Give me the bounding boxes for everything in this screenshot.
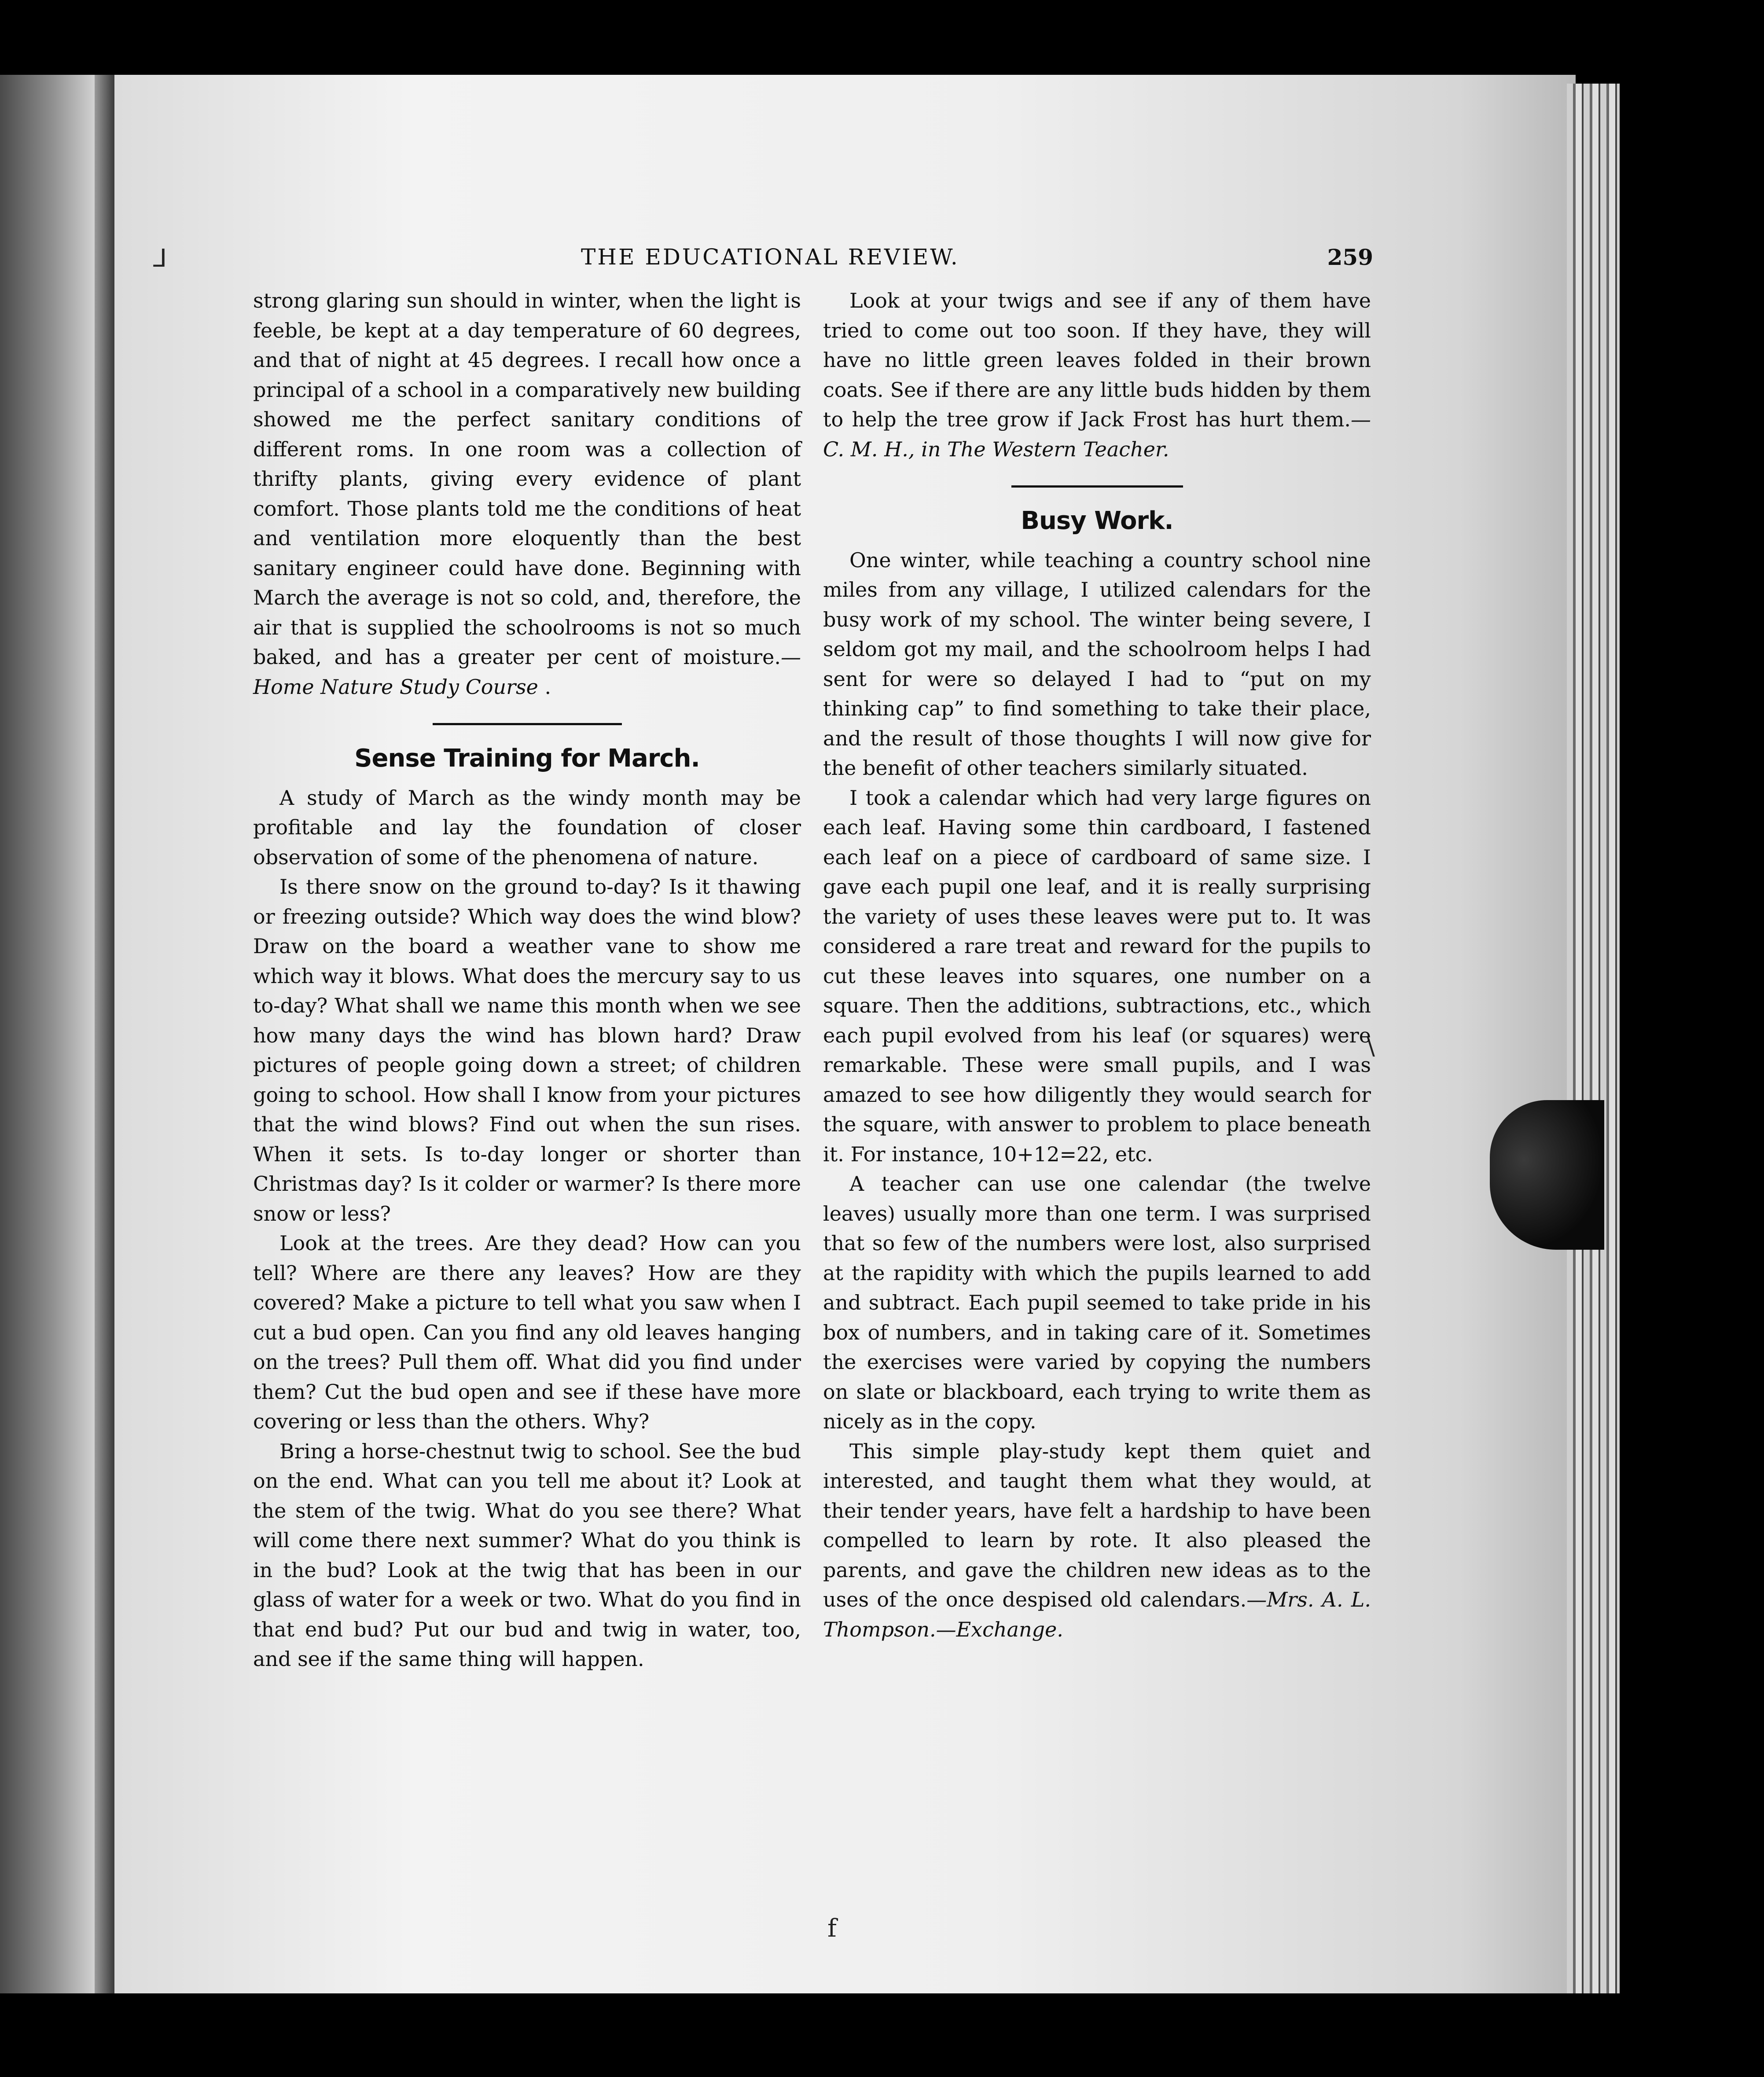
left-intro-paragraph bbox=[253, 286, 801, 702]
left-column bbox=[253, 286, 801, 1674]
pencil-mark-bottom: f bbox=[827, 1914, 837, 1943]
facing-page-edge bbox=[0, 75, 95, 1993]
right-last-paragraph bbox=[823, 1437, 1371, 1645]
sense-training-heading: Sense Training for March. bbox=[354, 744, 700, 773]
right-paragraph: I took a calendar which had very large figures on each leaf. Having some thin cardboard, I fastened each leaf on a piece of cardboard of same size. I gave each pupil one leaf, and it is really surprising the variety of uses these leaves were put to. It was considered a rare treat and reward for the pupils to cut these leaves into squares, one number on a square. Then the additions, subtractions, etc., which each pupil evolved from his leaf (or squares) were remarkable. These were small pupils, and I was amazed to see how diligently they would search for the square, with answer to problem to place beneath it. For instance, 10+12=22, etc. bbox=[823, 785, 1371, 1166]
book-clip bbox=[1490, 1100, 1604, 1250]
right-last-text: This simple play-study kept them quiet and interested, and taught them what they would, at their tender years, have felt a hardship to have been compelled to learn by rote. It also pleased the parents, and gave the children new ideas as to the uses of the once despised old calendars. bbox=[823, 1439, 1371, 1611]
right-column bbox=[823, 286, 1371, 1644]
left-intro-text: strong glaring sun should in winter, when the light is feeble, be kept at a day temperature of 60 degrees, and that of night at 45 degrees. I recall how once a principal of a school in a comparatively new building showed me the perfect sanitary conditions of different roms. In one room was a collection of thrifty plants, giving every evidence of plant comfort. Those plants told me the conditions of heat and ventilation more eloquently than the best sanitary engineer could have done. Beginning with March the average is not so cold, and, therefore, the air that is supplied the schoolrooms is not so much baked, and has a greater per cent of moisture. bbox=[253, 289, 801, 669]
left-paragraph: Bring a horse-chestnut twig to school. See the bud on the end. What can you tell me about it? Look at the stem of the twig. What do you see there? What will come there next summer? What do you think is in the bud? Look at the twig that has been in our glass of water for a week or two. What do you find in that end bud? Put our bud and twig in water, too, and see if the same thing will happen. bbox=[253, 1439, 801, 1671]
right-paragraph: One winter, while teaching a country school nine miles from any village, I utilized calendars for the busy work of my school. The winter being severe, I seldom got my mail, and the schoolroom helps I had sent for were so delayed I had to “put on my thinking cap” to find something to take their place, and the result of those thoughts I will now give for the benefit of other teachers similarly situated. bbox=[823, 548, 1371, 780]
left-paragraph: Is there snow on the ground to-day? Is it thawing or freezing outside? Which way does the wind blow? Draw on the board a weather vane to show me which way it blows. What does the mercury say to us to-day? What shall we name this month when we see how many days the wind has blown hard? Draw pictures of people going down a street; of children going to school. How shall I know from your pictures that the wind blows? Find out when the sun rises. When it sets. Is to-day longer or shorter than Christmas day? Is it colder or warmer? Is there more snow or less? bbox=[253, 875, 801, 1226]
section-divider bbox=[433, 723, 622, 725]
page-number: 259 bbox=[1327, 244, 1373, 270]
left-paragraph: A study of March as the windy month may be profitable and lay the foundation of closer observation of some of the phenomena of nature. bbox=[253, 785, 801, 869]
running-head: THE EDUCATIONAL REVIEW. bbox=[581, 244, 959, 270]
left-intro-source: —Home Nature Study Course bbox=[253, 645, 801, 699]
busy-work-heading: Busy Work. bbox=[1021, 506, 1173, 535]
right-intro-source: —C. M. H., in The Western Teacher. bbox=[823, 407, 1371, 461]
pencil-mark-top: ᒧ bbox=[152, 244, 167, 273]
right-last-source: —Mrs. A. L. Thompson.—Exchange. bbox=[823, 1588, 1371, 1641]
section-divider bbox=[1011, 485, 1183, 488]
right-intro-text: Look at your twigs and see if any of them have tried to come out too soon. If they have, they will have no little green leaves folded in their brown coats. See if there are any little buds hidden by them to help the tree grow if Jack Frost has hurt them. bbox=[823, 289, 1371, 431]
pencil-mark-margin: \ bbox=[1367, 1032, 1375, 1061]
stacked-page-edges bbox=[1567, 84, 1620, 1993]
page-header bbox=[246, 244, 1373, 284]
left-paragraph: Look at the trees. Are they dead? How can you tell? Where are there any leaves? How are they covered? Make a picture to tell what you saw when I cut a bud open. Can you find any old leaves hanging on the trees? Pull them off. What did you find under them? Cut the bud open and see if these have more covering or less than the others. Why? bbox=[253, 1231, 801, 1433]
left-intro-end: . bbox=[538, 675, 551, 699]
right-paragraph: A teacher can use one calendar (the twelve leaves) usually more than one term. I was surprised that so few of the numbers were lost, also surprised at the rapidity with which the pupils learned to add and subtract. Each pupil seemed to take pride in his box of numbers, and in taking care of it. Sometimes the exercises were varied by copying the numbers on slate or blackboard, each trying to write them as nicely as in the copy. bbox=[823, 1172, 1371, 1433]
book-gutter bbox=[95, 75, 114, 1993]
right-intro-paragraph bbox=[823, 286, 1371, 464]
